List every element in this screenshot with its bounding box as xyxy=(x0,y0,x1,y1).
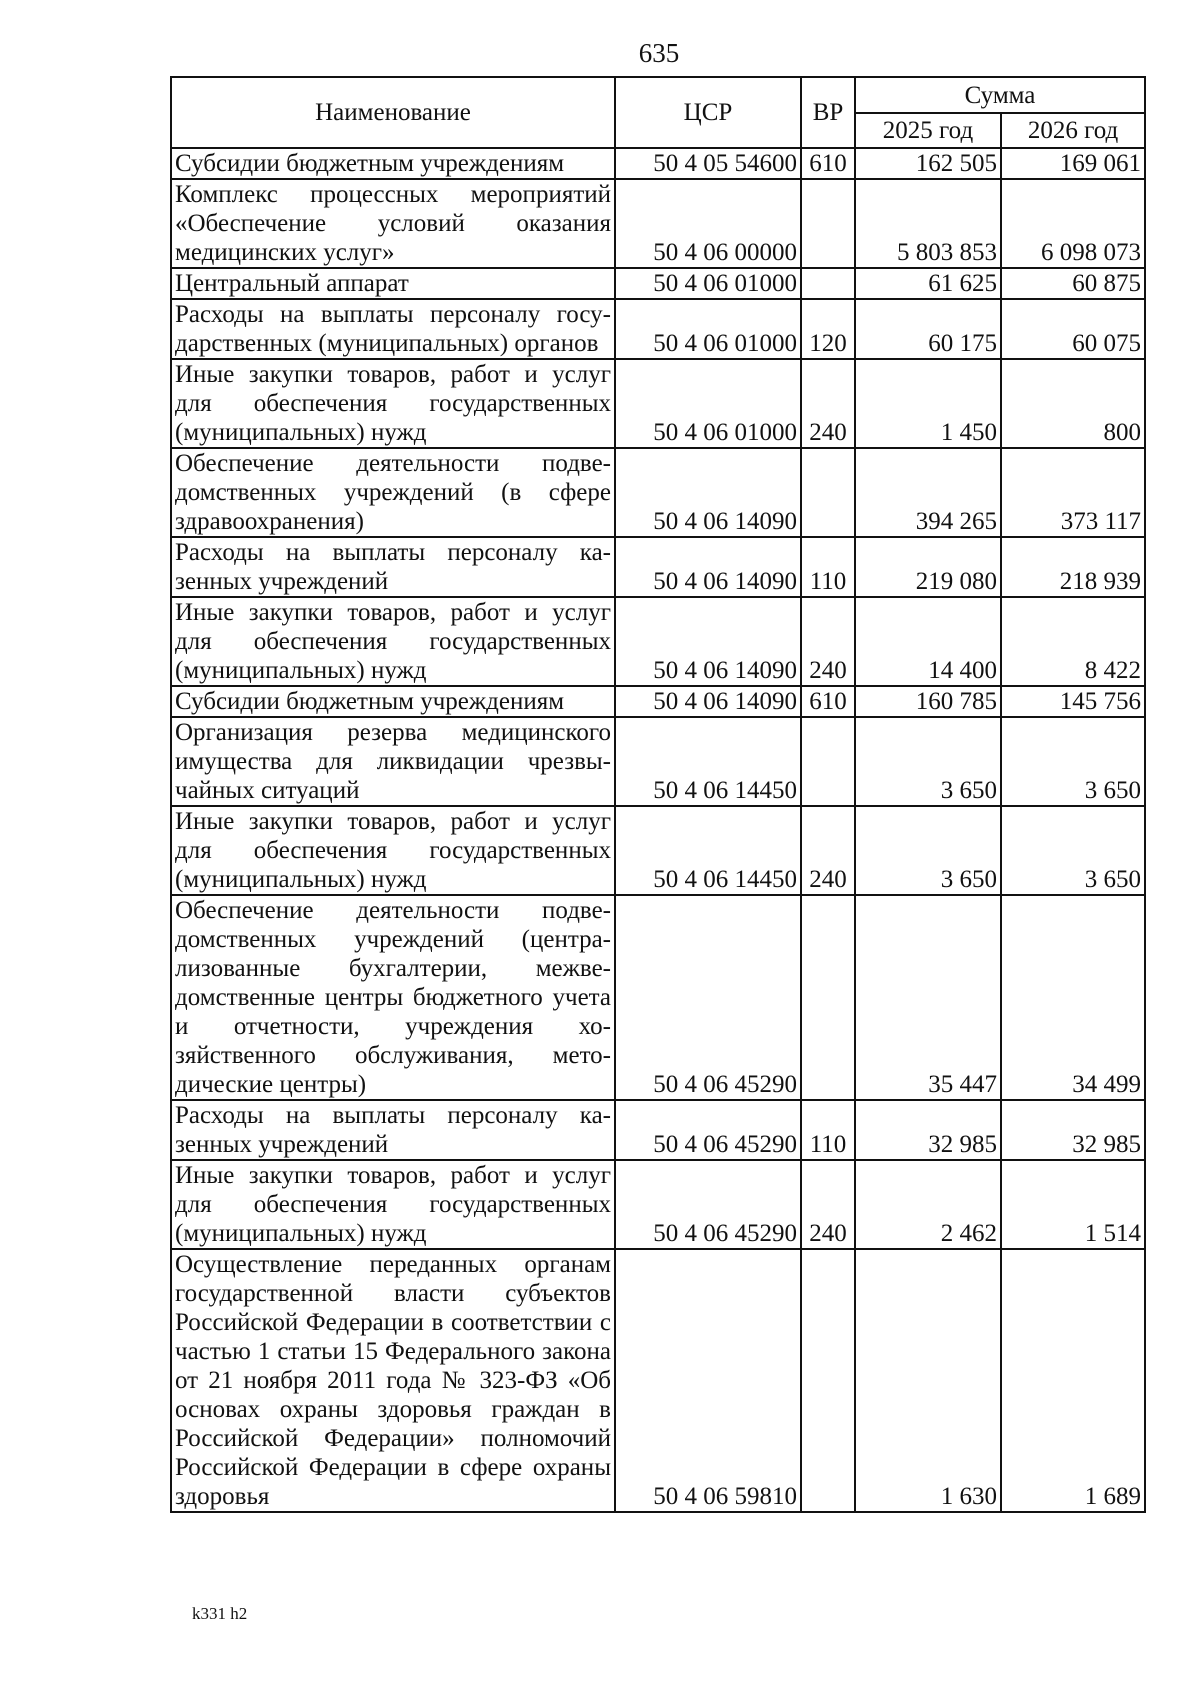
row-name: Обеспечение деятельности подведомственных учреждений (централизованные бухгалтерии, межведомственные центры бюджетного учета и отчетности, учреждения хозяйственного обслуживания, методические центры) xyxy=(171,895,615,1100)
row-sum-2026: 32 985 xyxy=(1001,1100,1145,1160)
row-csr: 50 4 06 01000 xyxy=(615,299,801,359)
row-sum-2025: 2 462 xyxy=(855,1160,1001,1249)
row-vr: 240 xyxy=(801,1160,855,1249)
row-vr: 120 xyxy=(801,299,855,359)
table-row xyxy=(171,448,1145,537)
table-row xyxy=(171,299,1145,359)
row-sum-2025: 5 803 853 xyxy=(855,179,1001,268)
header-sum: Сумма xyxy=(855,77,1145,113)
row-sum-2026: 800 xyxy=(1001,359,1145,448)
table-row xyxy=(171,717,1145,806)
row-name: Обеспечение деятельности подведомственных учреждений (в сфере здравоохранения) xyxy=(171,448,615,537)
table-row xyxy=(171,1100,1145,1160)
header-name: Наименование xyxy=(171,77,615,148)
header-vr: ВР xyxy=(801,77,855,148)
budget-table xyxy=(170,76,1146,1513)
row-sum-2026: 1 689 xyxy=(1001,1249,1145,1512)
row-name: Комплекс процессных мероприятий «Обеспечение условий оказания медицинских услуг» xyxy=(171,179,615,268)
row-vr: 240 xyxy=(801,359,855,448)
row-name: Расходы на выплаты персоналу казенных учреждений xyxy=(171,537,615,597)
row-sum-2026: 373 117 xyxy=(1001,448,1145,537)
row-name: Осуществление переданных органам государственной власти субъектов Российской Федерации в соответствии с частью 1 статьи 15 Федерального закона от 21 ноября 2011 года № 323-ФЗ «Об основах охраны здоровья граждан в Российской Федерации» полномочий Российской Федерации в сфере охраны здоровья xyxy=(171,1249,615,1512)
row-vr: 110 xyxy=(801,537,855,597)
page-number: 635 xyxy=(638,38,680,68)
row-csr: 50 4 06 45290 xyxy=(615,895,801,1100)
row-sum-2026: 1 514 xyxy=(1001,1160,1145,1249)
row-sum-2026: 60 075 xyxy=(1001,299,1145,359)
row-vr: 240 xyxy=(801,806,855,895)
row-sum-2025: 35 447 xyxy=(855,895,1001,1100)
row-name: Расходы на выплаты персоналу казенных учреждений xyxy=(171,1100,615,1160)
row-name: Иные закупки товаров, работ и услуг для обеспечения государственных (муниципальных) нужд xyxy=(171,806,615,895)
row-sum-2026: 3 650 xyxy=(1001,717,1145,806)
row-vr xyxy=(801,448,855,537)
table-row xyxy=(171,1160,1145,1249)
row-sum-2026: 145 756 xyxy=(1001,686,1145,717)
row-sum-2026: 8 422 xyxy=(1001,597,1145,686)
row-name: Иные закупки товаров, работ и услуг для обеспечения государственных (муниципальных) нужд xyxy=(171,1160,615,1249)
header-year-2026: 2026 год xyxy=(1001,113,1145,148)
row-sum-2025: 32 985 xyxy=(855,1100,1001,1160)
row-sum-2026: 60 875 xyxy=(1001,268,1145,299)
row-sum-2025: 3 650 xyxy=(855,806,1001,895)
row-vr xyxy=(801,268,855,299)
row-vr: 610 xyxy=(801,686,855,717)
row-name: Субсидии бюджетным учреждениям xyxy=(171,148,615,179)
table-row xyxy=(171,597,1145,686)
table-row xyxy=(171,148,1145,179)
row-sum-2025: 1 450 xyxy=(855,359,1001,448)
footer-code: k331 h2 xyxy=(192,1604,248,1623)
table-row xyxy=(171,686,1145,717)
table-row xyxy=(171,268,1145,299)
row-name: Расходы на выплаты персоналу государственных (муниципальных) органов xyxy=(171,299,615,359)
row-sum-2026: 218 939 xyxy=(1001,537,1145,597)
row-sum-2025: 394 265 xyxy=(855,448,1001,537)
row-csr: 50 4 06 59810 xyxy=(615,1249,801,1512)
row-csr: 50 4 06 45290 xyxy=(615,1100,801,1160)
row-name: Иные закупки товаров, работ и услуг для обеспечения государственных (муниципальных) нужд xyxy=(171,359,615,448)
row-vr: 610 xyxy=(801,148,855,179)
row-vr: 240 xyxy=(801,597,855,686)
row-sum-2026: 6 098 073 xyxy=(1001,179,1145,268)
row-csr: 50 4 06 01000 xyxy=(615,268,801,299)
row-sum-2025: 3 650 xyxy=(855,717,1001,806)
row-sum-2025: 14 400 xyxy=(855,597,1001,686)
row-csr: 50 4 06 00000 xyxy=(615,179,801,268)
row-sum-2026: 34 499 xyxy=(1001,895,1145,1100)
table-row xyxy=(171,537,1145,597)
row-name: Иные закупки товаров, работ и услуг для обеспечения государственных (муниципальных) нужд xyxy=(171,597,615,686)
row-name: Субсидии бюджетным учреждениям xyxy=(171,686,615,717)
row-csr: 50 4 06 14090 xyxy=(615,537,801,597)
table-row xyxy=(171,1249,1145,1512)
table-row xyxy=(171,179,1145,268)
row-csr: 50 4 06 14450 xyxy=(615,806,801,895)
table-row xyxy=(171,806,1145,895)
table-row xyxy=(171,359,1145,448)
row-vr xyxy=(801,895,855,1100)
row-vr xyxy=(801,179,855,268)
row-csr: 50 4 06 45290 xyxy=(615,1160,801,1249)
row-vr xyxy=(801,717,855,806)
row-csr: 50 4 06 14090 xyxy=(615,686,801,717)
row-vr xyxy=(801,1249,855,1512)
row-sum-2025: 160 785 xyxy=(855,686,1001,717)
row-vr: 110 xyxy=(801,1100,855,1160)
header-year-2025: 2025 год xyxy=(855,113,1001,148)
header-csr: ЦСР xyxy=(615,77,801,148)
table-row xyxy=(171,895,1145,1100)
row-sum-2025: 61 625 xyxy=(855,268,1001,299)
row-sum-2026: 169 061 xyxy=(1001,148,1145,179)
row-sum-2025: 162 505 xyxy=(855,148,1001,179)
row-sum-2025: 219 080 xyxy=(855,537,1001,597)
row-sum-2025: 1 630 xyxy=(855,1249,1001,1512)
row-csr: 50 4 06 14090 xyxy=(615,597,801,686)
row-sum-2026: 3 650 xyxy=(1001,806,1145,895)
row-csr: 50 4 06 14450 xyxy=(615,717,801,806)
row-name: Организация резерва медицинского имущества для ликвидации чрезвычайных ситуаций xyxy=(171,717,615,806)
row-csr: 50 4 06 14090 xyxy=(615,448,801,537)
row-csr: 50 4 06 01000 xyxy=(615,359,801,448)
row-sum-2025: 60 175 xyxy=(855,299,1001,359)
row-csr: 50 4 05 54600 xyxy=(615,148,801,179)
row-name: Центральный аппарат xyxy=(171,268,615,299)
